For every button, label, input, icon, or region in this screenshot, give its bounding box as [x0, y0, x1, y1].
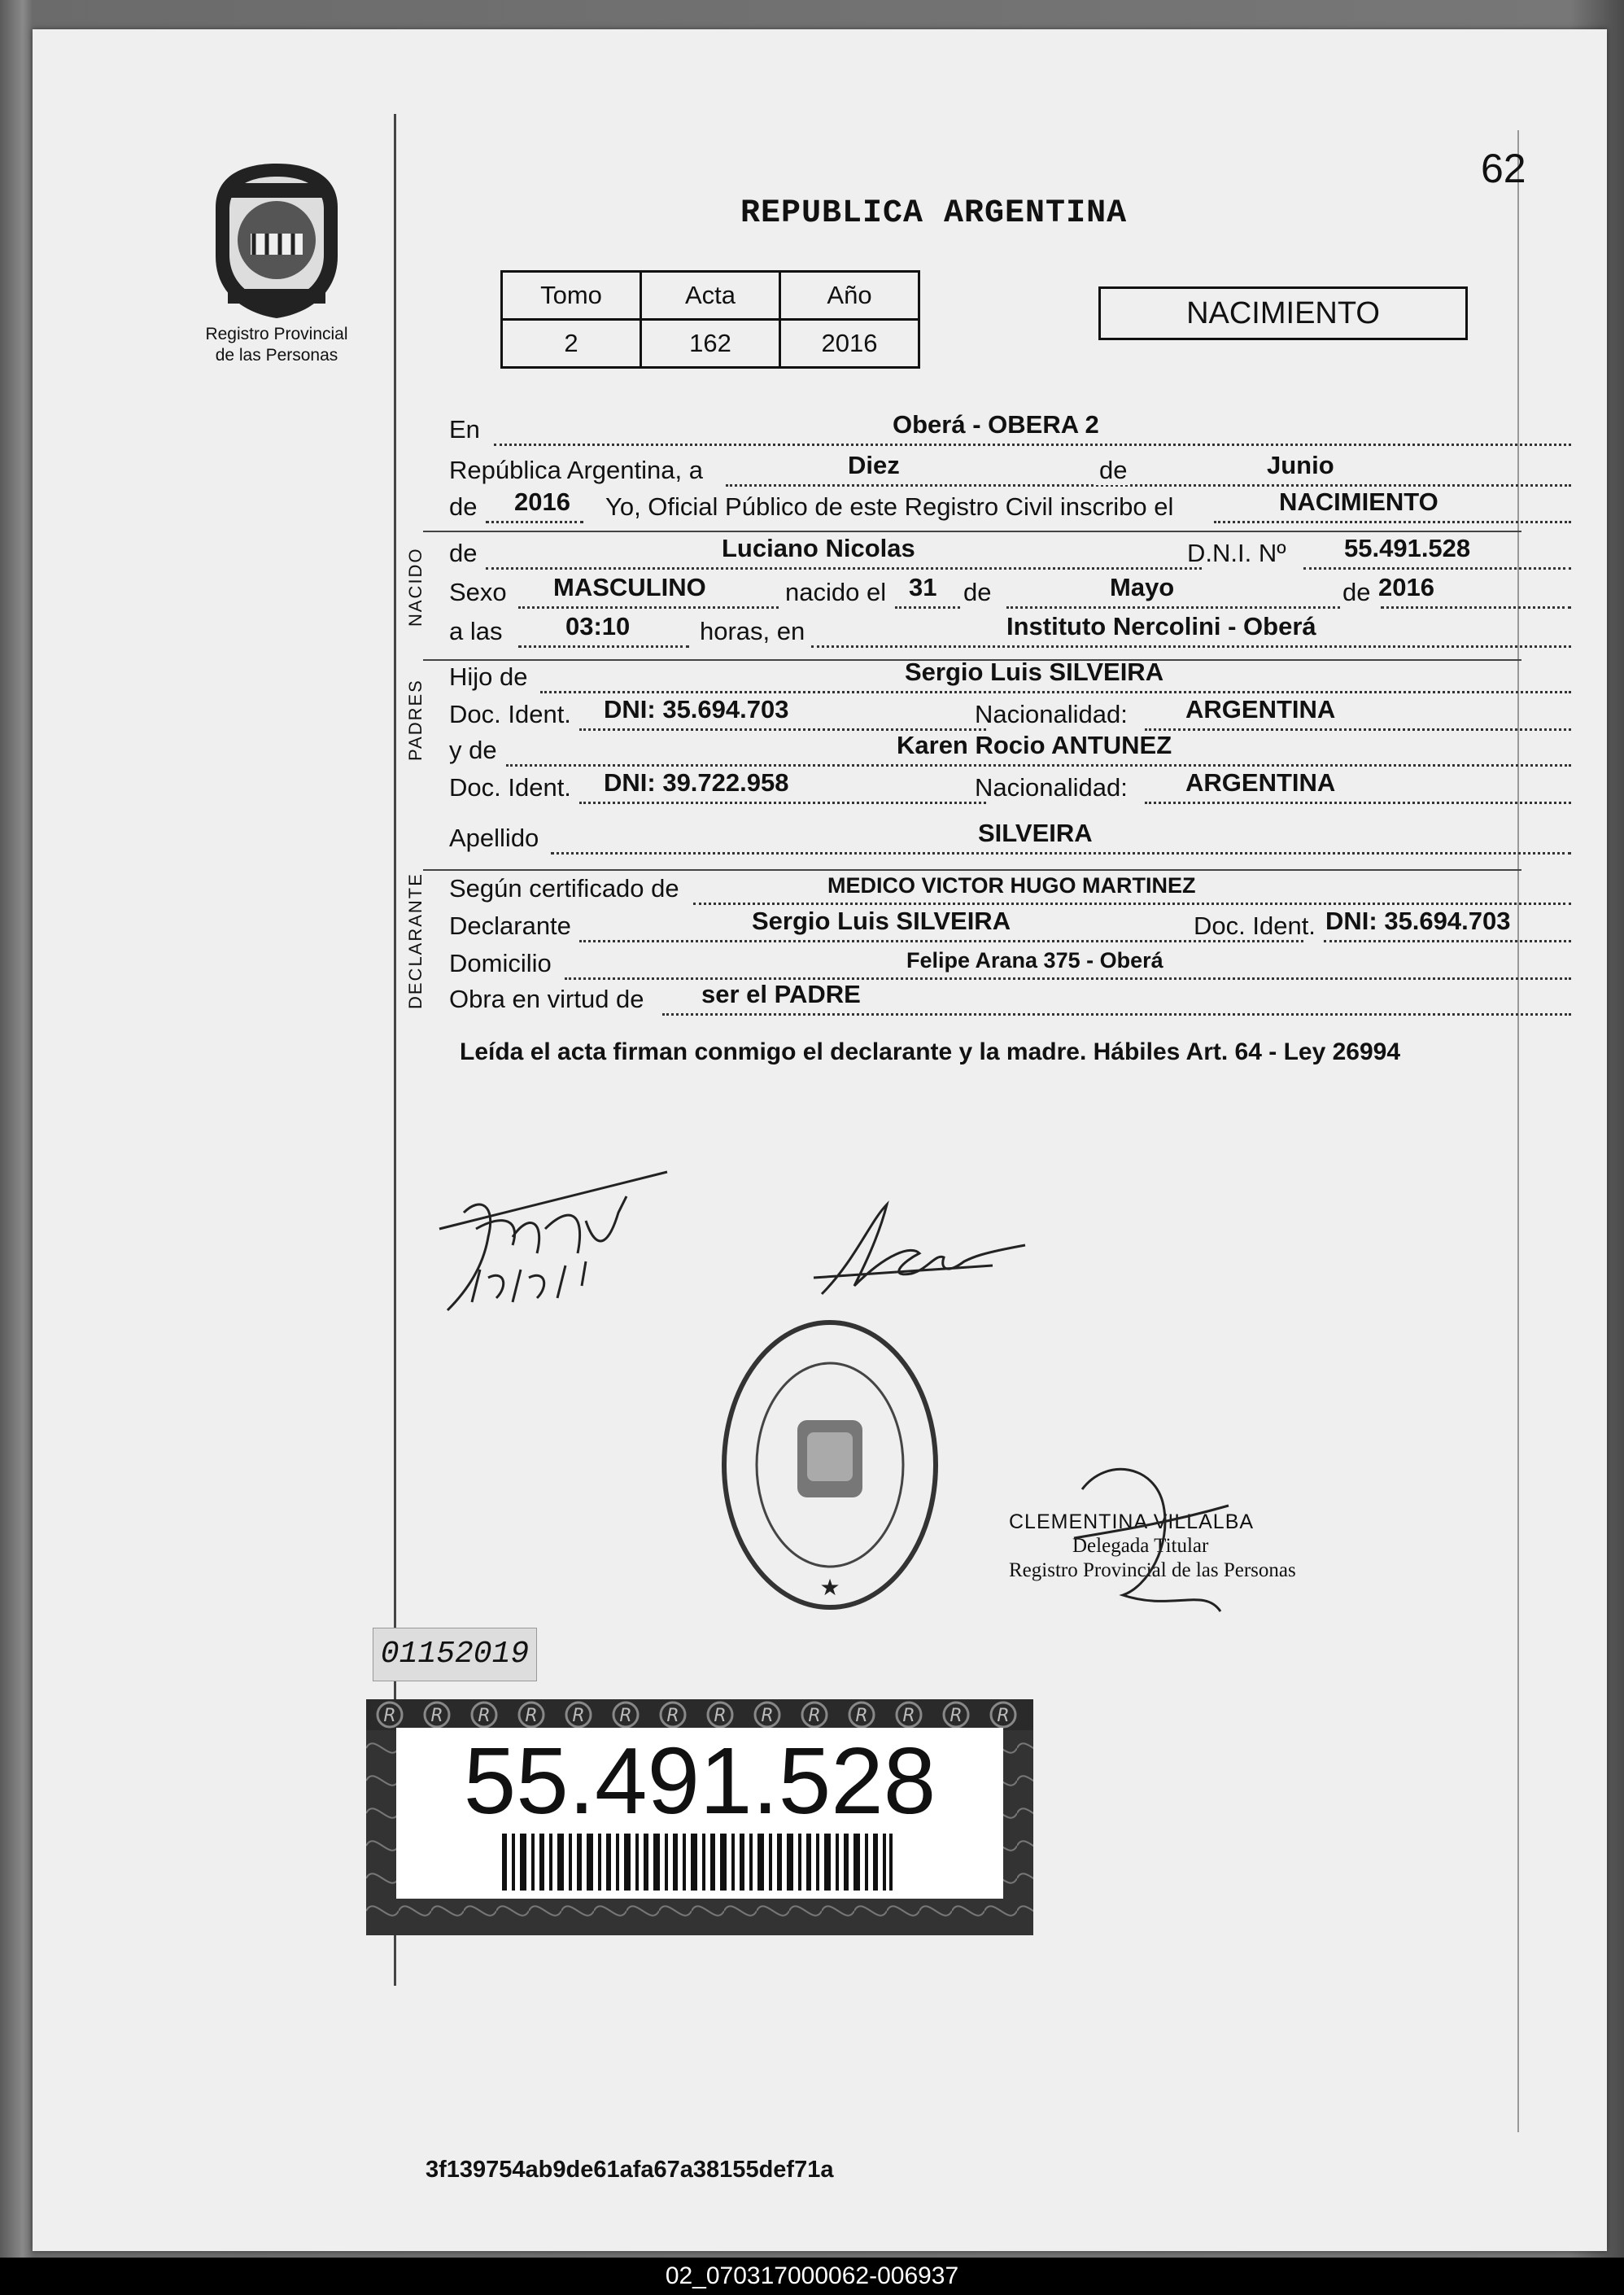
row-date: [449, 451, 1571, 490]
document-type-box: NACIMIENTO: [1098, 286, 1468, 340]
label-horas: horas, en: [700, 617, 805, 645]
value-place: Oberá - OBERA 2: [893, 410, 1099, 439]
row-reason: [449, 980, 1571, 1019]
row-address: [449, 947, 1571, 983]
label-officer: Yo, Oficial Público de este Registro Civil inscribo el: [605, 492, 1174, 521]
barcode-bars-icon: [502, 1834, 893, 1891]
page-number: 62: [1481, 146, 1526, 191]
row-child-name: [449, 534, 1571, 573]
value-apellido: SILVEIRA: [978, 819, 1093, 847]
label-nacionalidad-mother: Nacionalidad:: [975, 773, 1128, 802]
section-label-nacido: NACIDO: [405, 547, 426, 627]
official-name: CLEMENTINA VILLALBA: [1009, 1510, 1255, 1533]
row-year: [449, 487, 1571, 527]
section-label-declarante: DECLARANTE: [405, 872, 426, 1009]
section-label-padres: PADRES: [405, 679, 426, 761]
value-child-name: Luciano Nicolas: [722, 534, 915, 562]
value-birth-day: 31: [909, 573, 937, 601]
official-signature-icon: [1058, 1457, 1237, 1620]
official-office: Registro Provincial de las Personas: [1009, 1559, 1296, 1581]
declarant-signature-icon: [431, 1164, 675, 1318]
row-certificate: [449, 872, 1571, 908]
small-code-label: 01152019: [373, 1628, 537, 1681]
label-a-las: a las: [449, 617, 503, 645]
value-mother-nat: ARGENTINA: [1185, 768, 1336, 797]
label-hijo-de: Hijo de: [449, 662, 528, 691]
dni-barcode-label: [366, 1699, 1033, 1935]
tomo-header: Tomo: [502, 272, 641, 320]
row-apellido: [449, 819, 1571, 858]
label-year-de: de: [449, 492, 478, 521]
registry-logo-text: [183, 324, 370, 366]
logo-text-line2: de las Personas: [215, 346, 338, 365]
row-place: [449, 410, 1571, 449]
label-apellido: Apellido: [449, 824, 539, 852]
value-day: Diez: [848, 451, 900, 479]
svg-text:★: ★: [819, 1574, 840, 1601]
label-nacido-el: nacido el: [785, 578, 887, 606]
value-dni: 55.491.528: [1344, 534, 1471, 562]
label-sexo: Sexo: [449, 578, 507, 606]
value-declarant-doc: DNI: 35.694.703: [1325, 907, 1511, 935]
label-de-2: de: [963, 578, 992, 606]
value-record: NACIMIENTO: [1279, 487, 1438, 516]
label-de: de: [1096, 456, 1130, 485]
row-declarant: [449, 907, 1571, 946]
acta-header: Acta: [641, 272, 780, 320]
value-father: Sergio Luis SILVEIRA: [905, 658, 1164, 686]
label-dni: D.N.I. Nº: [1187, 539, 1286, 567]
row-mother-doc: [449, 768, 1571, 807]
value-year: 2016: [514, 487, 570, 516]
label-y-de: y de: [449, 736, 497, 764]
value-birth-place: Instituto Nercolini - Oberá: [1006, 612, 1316, 640]
row-father: [449, 658, 1571, 697]
value-father-doc: DNI: 35.694.703: [604, 695, 789, 723]
label-obra: Obra en virtud de: [449, 985, 644, 1013]
tomo-value: 2: [502, 320, 641, 368]
value-sexo: MASCULINO: [553, 573, 706, 601]
document-title: REPUBLICA ARGENTINA: [740, 195, 1128, 232]
label-de-3: de: [1342, 578, 1371, 606]
label-en: En: [449, 415, 480, 444]
value-reason: ser el PADRE: [701, 980, 861, 1008]
anio-header: Año: [780, 272, 919, 320]
label-doc-father: Doc. Ident.: [449, 700, 571, 728]
logo-text-line1: Registro Provincial: [205, 325, 348, 343]
legal-text: Leída el acta firman conmigo el declarante y la madre. Hábiles Art. 64 - Ley 26994: [460, 1038, 1401, 1065]
value-birth-month: Mayo: [1110, 573, 1175, 601]
anio-value: 2016: [780, 320, 919, 368]
mother-signature-icon: [805, 1188, 1033, 1302]
label-domicilio: Domicilio: [449, 949, 552, 977]
value-time: 03:10: [565, 612, 631, 640]
value-certificate: MEDICO VICTOR HUGO MARTINEZ: [827, 873, 1196, 898]
label-doc-declarante: Doc. Ident.: [1194, 911, 1316, 940]
label-republica: República Argentina, a: [449, 456, 703, 484]
label-certificado: Según certificado de: [449, 874, 679, 903]
separator: [423, 869, 1521, 871]
barcode-number: 55.491.528: [463, 1728, 936, 1834]
value-month: Junio: [1267, 451, 1334, 479]
separator: [423, 531, 1521, 532]
row-mother: [449, 731, 1571, 770]
value-mother: Karen Rocio ANTUNEZ: [897, 731, 1172, 759]
value-birth-year: 2016: [1378, 573, 1434, 601]
registry-stamp-icon: [716, 1310, 944, 1620]
official-role: Delegada Titular: [1072, 1535, 1209, 1557]
registry-table: [500, 270, 920, 369]
value-address: Felipe Arana 375 - Oberá: [906, 948, 1163, 973]
row-time-place: [449, 612, 1571, 651]
label-declarante: Declarante: [449, 911, 571, 940]
scan-footer-id: 02_070317000062-006937: [0, 2258, 1624, 2295]
row-father-doc: [449, 695, 1571, 734]
label-nacionalidad-father: Nacionalidad:: [975, 700, 1128, 728]
value-father-nat: ARGENTINA: [1185, 695, 1336, 723]
label-doc-mother: Doc. Ident.: [449, 773, 571, 802]
document-hash: 3f139754ab9de61afa67a38155def71a: [426, 2157, 834, 2183]
value-declarant: Sergio Luis SILVEIRA: [752, 907, 1011, 935]
barcode-white-panel: [396, 1728, 1003, 1899]
misiones-seal-icon: [203, 159, 350, 321]
row-sex-birth: [449, 573, 1571, 612]
label-child-de: de: [449, 539, 478, 567]
acta-value: 162: [641, 320, 780, 368]
value-mother-doc: DNI: 39.722.958: [604, 768, 789, 797]
